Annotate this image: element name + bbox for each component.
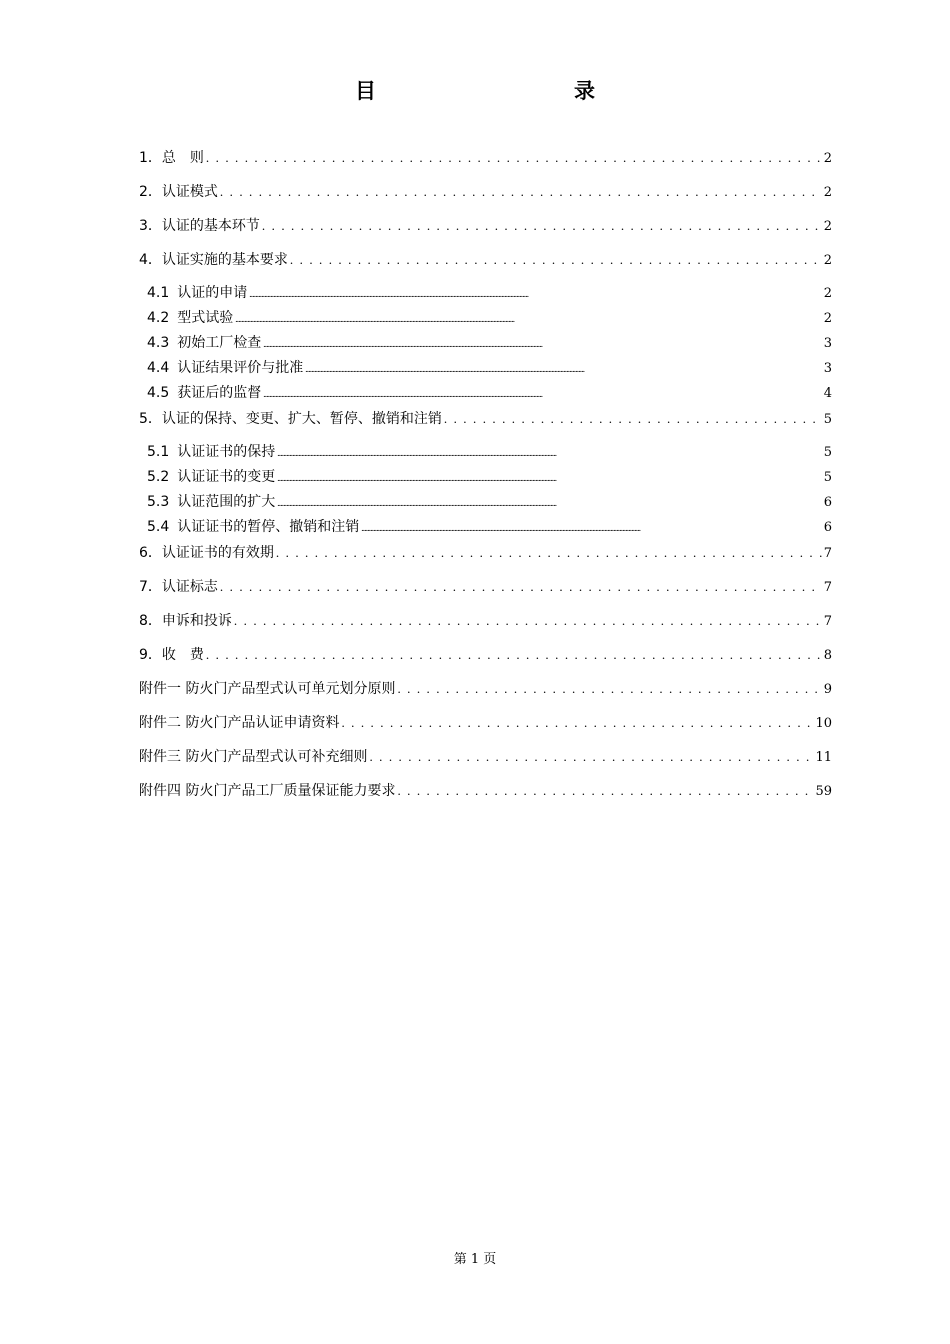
toc-dot-leader	[397, 676, 821, 702]
toc-dot-leader	[234, 608, 822, 634]
toc-subentry[interactable]	[139, 306, 832, 331]
toc-entry-label: 附件一 防火门产品型式认可单元划分原则	[139, 681, 396, 697]
toc-subentry-page: 5	[823, 445, 832, 460]
toc-subentry-label: 认证范围的扩大	[177, 494, 276, 510]
toc-entry-page: 59	[815, 784, 832, 799]
toc-dot-leader	[235, 307, 821, 332]
toc-subentry-page: 6	[823, 520, 832, 535]
toc-subentry-page: 2	[823, 311, 832, 326]
toc-subentry[interactable]	[139, 281, 832, 306]
toc-entry[interactable]	[139, 540, 832, 574]
toc-subentry[interactable]	[139, 440, 832, 465]
toc-entry-label: 3．认证的基本环节	[139, 218, 260, 234]
toc-subentry[interactable]	[139, 356, 832, 381]
toc-entry-page: 2	[823, 219, 832, 234]
toc-subentry-number: 5.2	[147, 469, 170, 485]
toc-subentry-page: 3	[823, 361, 832, 376]
toc-entry-page: 2	[823, 253, 832, 268]
toc-entry[interactable]	[139, 145, 832, 179]
toc-subentry-number: 4.2	[147, 310, 170, 326]
toc-dot-leader	[249, 282, 821, 307]
toc-entry-appendix[interactable]	[139, 744, 832, 778]
toc-entry[interactable]	[139, 213, 832, 247]
toc-entry-label: 附件四 防火门产品工厂质量保证能力要求	[139, 783, 396, 799]
toc-subentry[interactable]	[139, 381, 832, 406]
toc-entry-page: 2	[823, 185, 832, 200]
toc-dot-leader	[277, 441, 821, 466]
toc-dot-leader	[263, 332, 821, 357]
toc-entry-page: 11	[815, 750, 832, 765]
toc-subentry[interactable]	[139, 515, 832, 540]
toc-entry-label: 5．认证的保持、变更、扩大、暂停、撤销和注销	[139, 411, 442, 427]
toc-entry-page: 9	[823, 682, 832, 697]
toc-dot-leader	[444, 406, 822, 432]
toc-subentry-label: 认证证书的保持	[177, 444, 276, 460]
toc-subentry-label: 认证结果评价与批准	[177, 360, 304, 376]
page-title: 目 录	[355, 79, 647, 103]
toc-subentry-number: 5.1	[147, 444, 170, 460]
toc-dot-leader	[341, 710, 813, 736]
toc-entry[interactable]	[139, 179, 832, 213]
toc-subentry-page: 2	[823, 286, 832, 301]
toc-dot-leader	[277, 466, 821, 491]
toc-subentry-page: 6	[823, 495, 832, 510]
toc-subentry[interactable]	[139, 465, 832, 490]
toc-subentry-label: 初始工厂检查	[177, 335, 262, 351]
toc-entry-label: 4．认证实施的基本要求	[139, 252, 288, 268]
toc-subentry-label: 认证证书的变更	[177, 469, 276, 485]
toc-dot-leader	[369, 744, 813, 770]
toc-dot-leader	[263, 382, 821, 407]
toc-dot-leader	[397, 778, 813, 804]
toc-entry[interactable]	[139, 608, 832, 642]
toc-entry-label: 8．申诉和投诉	[139, 613, 232, 629]
toc-entry-page: 5	[823, 412, 832, 427]
toc-entry-label: 2．认证模式	[139, 184, 218, 200]
toc-dot-leader	[290, 247, 822, 273]
toc-dot-leader	[262, 213, 822, 239]
toc-dot-leader	[276, 540, 822, 566]
toc-entry-label: 附件二 防火门产品认证申请资料	[139, 715, 340, 731]
toc-subentry-label: 获证后的监督	[177, 385, 262, 401]
toc-entry-page: 2	[823, 151, 832, 166]
toc-dot-leader	[361, 516, 821, 541]
toc-subentry-label: 认证证书的暂停、撤销和注销	[177, 519, 360, 535]
toc-entry[interactable]	[139, 406, 832, 440]
toc-entry-label: 7．认证标志	[139, 579, 218, 595]
toc-subentry-number: 4.1	[147, 285, 170, 301]
toc-entry-page: 7	[823, 580, 832, 595]
toc-entry-page: 10	[815, 716, 832, 731]
toc-subentry-number: 4.3	[147, 335, 170, 351]
page-number-footer: 第 1 页	[453, 1252, 497, 1267]
toc-entry-appendix[interactable]	[139, 676, 832, 710]
toc-entry-label: 附件三 防火门产品型式认可补充细则	[139, 749, 368, 765]
toc-entry-page: 8	[823, 648, 832, 663]
toc-entry-label: 6．认证证书的有效期	[139, 545, 274, 561]
toc-dot-leader	[277, 491, 821, 516]
toc-entry[interactable]	[139, 642, 832, 676]
toc-subentry-number: 4.4	[147, 360, 170, 376]
toc-entry[interactable]	[139, 574, 832, 608]
toc-subentry-number: 5.3	[147, 494, 170, 510]
toc-subentry[interactable]	[139, 331, 832, 356]
toc-subentry-number: 4.5	[147, 385, 170, 401]
toc-dot-leader	[206, 642, 822, 668]
toc-entry-label: 1．总 则	[139, 150, 204, 166]
toc-dot-leader	[206, 145, 822, 171]
toc-subentry-number: 5.4	[147, 519, 170, 535]
toc-subentry-page: 5	[823, 470, 832, 485]
toc-entry-page: 7	[823, 614, 832, 629]
toc-entry[interactable]	[139, 247, 832, 281]
toc-dot-leader	[305, 357, 821, 382]
toc-entry-label: 9．收 费	[139, 647, 204, 663]
toc-subentry-page: 4	[823, 386, 832, 401]
toc-entry-appendix[interactable]	[139, 778, 832, 812]
toc-subentry-page: 3	[823, 336, 832, 351]
toc-dot-leader	[220, 574, 822, 600]
toc-subentry-label: 型式试验	[177, 310, 234, 326]
toc-subentry-label: 认证的申请	[177, 285, 248, 301]
toc-entry-page: 7	[823, 546, 832, 561]
table-of-contents	[139, 145, 832, 812]
toc-entry-appendix[interactable]	[139, 710, 832, 744]
toc-subentry[interactable]	[139, 490, 832, 515]
toc-dot-leader	[220, 179, 822, 205]
